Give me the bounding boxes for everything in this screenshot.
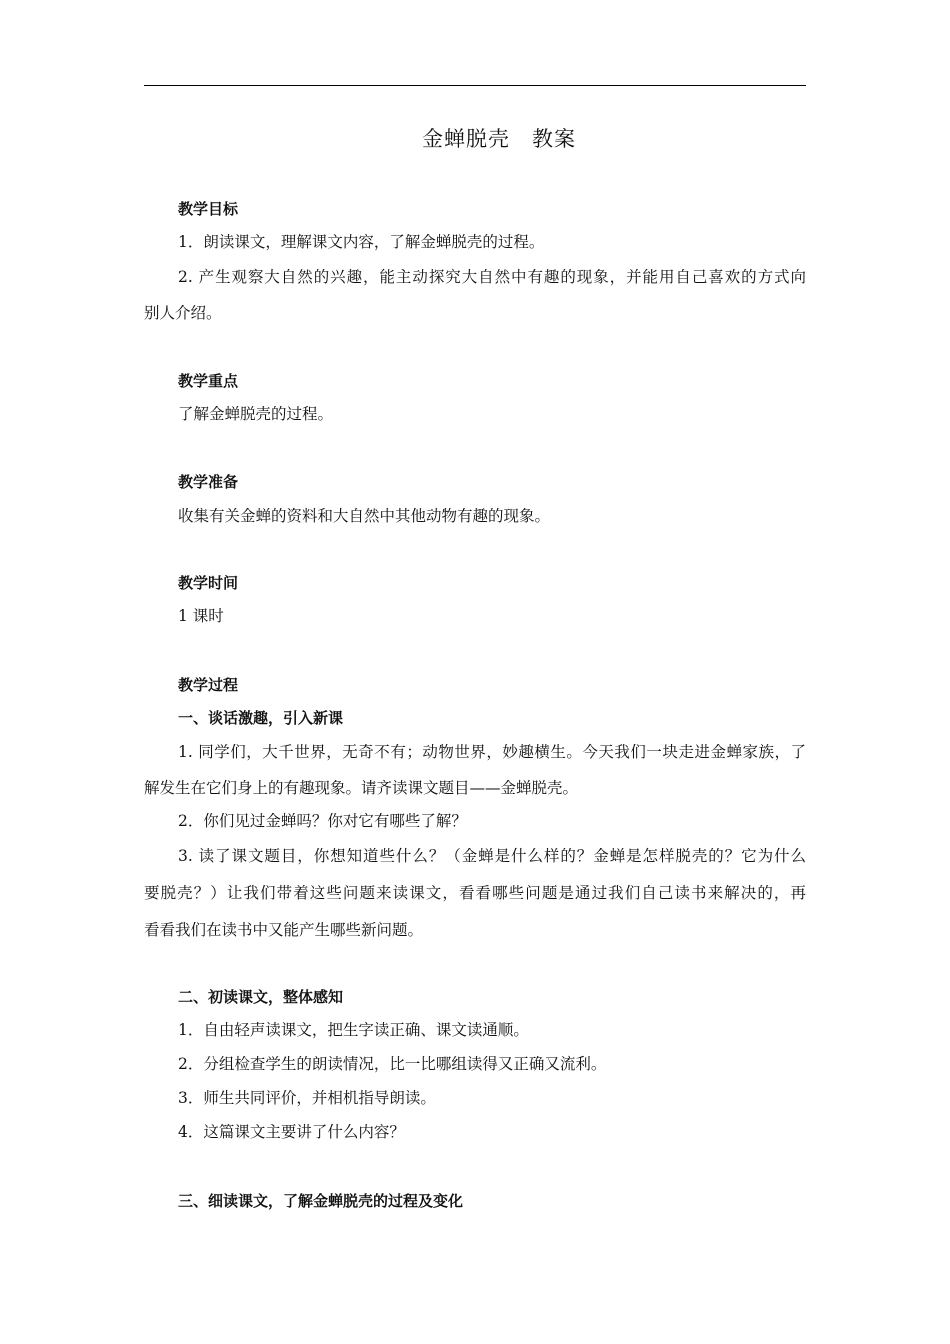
heading-part-1: 一、谈话激趣，引入新课 — [178, 709, 344, 727]
part1-item-3-line-2: 要脱壳？）让我们带着这些问题来读课文，看看哪些问题是通过我们自己读书来解决的，再 — [144, 884, 806, 902]
part1-item-1-line-1: 1. 同学们，大千世界，无奇不有；动物世界，妙趣横生。今天我们一块走进金蝉家族，了 — [178, 743, 806, 761]
header-rule — [144, 85, 806, 86]
part2-item-3: 3．师生共同评价，并相机指导朗读。 — [178, 1089, 436, 1107]
part1-item-3-line-3: 看看我们在读书中又能产生哪些新问题。 — [144, 921, 424, 939]
heading-part-3: 三、细读课文，了解金蝉脱壳的过程及变化 — [178, 1192, 464, 1210]
heading-teaching-focus: 教学重点 — [178, 372, 239, 390]
goal-item-2-line-2: 别人介绍。 — [144, 304, 222, 322]
heading-teaching-time: 教学时间 — [178, 574, 239, 592]
part1-item-2: 2．你们见过金蝉吗？你对它有哪些了解？ — [178, 812, 467, 830]
heading-teaching-process: 教学过程 — [178, 676, 239, 694]
time-text: 1 课时 — [178, 607, 224, 625]
goal-item-1: 1．朗读课文，理解课文内容，了解金蝉脱壳的过程。 — [178, 233, 545, 251]
part1-item-3-line-1: 3. 读了课文题目，你想知道些什么？（金蝉是什么样的？金蝉是怎样脱壳的？它为什么 — [178, 847, 806, 865]
focus-text: 了解金蝉脱壳的过程。 — [178, 405, 334, 423]
part2-item-1: 1．自由轻声读课文，把生字读正确、课文读通顺。 — [178, 1021, 529, 1039]
document-title: 金蝉脱壳 教案 — [422, 127, 576, 151]
heading-teaching-prep: 教学准备 — [178, 473, 239, 491]
part1-item-1-line-2: 解发生在它们身上的有趣现象。请齐读课文题目——金蝉脱壳。 — [144, 779, 579, 797]
goal-item-2-line-1: 2. 产生观察大自然的兴趣，能主动探究大自然中有趣的现象，并能用自己喜欢的方式向 — [178, 268, 806, 286]
part2-item-2: 2．分组检查学生的朗读情况，比一比哪组读得又正确又流利。 — [178, 1055, 607, 1073]
part2-item-4: 4．这篇课文主要讲了什么内容？ — [178, 1123, 405, 1141]
prep-text: 收集有关金蝉的资料和大自然中其他动物有趣的现象。 — [178, 507, 551, 525]
heading-teaching-goals: 教学目标 — [178, 200, 239, 218]
heading-part-2: 二、初读课文，整体感知 — [178, 988, 344, 1006]
